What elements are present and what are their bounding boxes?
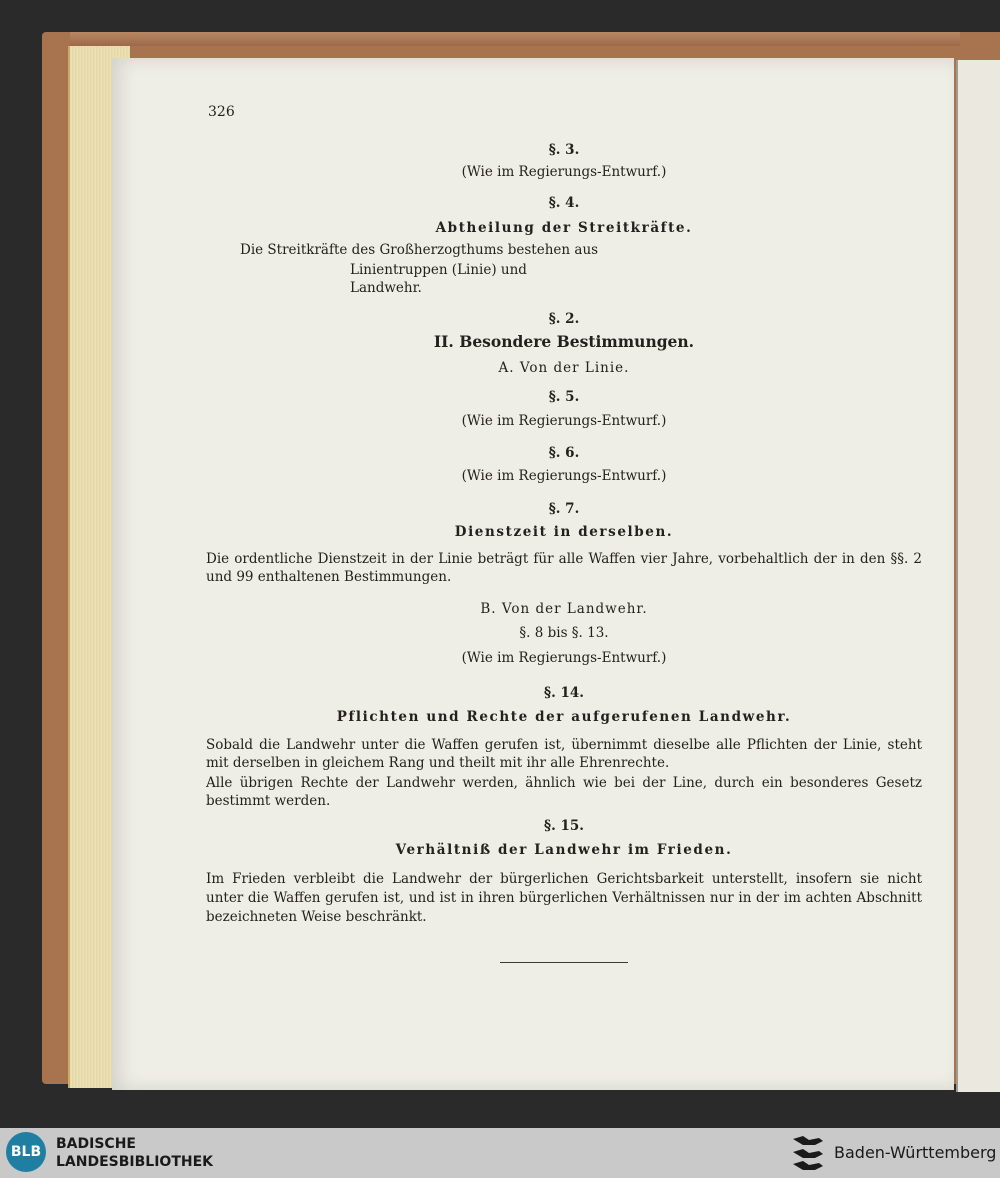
paragraph-note: (Wie im Regierungs-Entwurf.) — [461, 468, 667, 484]
coat-of-arms-icon — [790, 1133, 826, 1171]
library-name-line: BADISCHE — [56, 1136, 136, 1152]
section-subheading: A. Von der Linie. — [498, 360, 630, 376]
paragraph-number: §. 2. — [548, 311, 580, 327]
section-subheading: B. Von der Landwehr. — [480, 601, 648, 617]
library-name-line: LANDESBIBLIOTHEK — [56, 1154, 214, 1170]
paragraph-number: §. 3. — [548, 142, 580, 158]
blb-logo[interactable]: BLB — [6, 1132, 46, 1172]
footnote-rule — [500, 962, 628, 963]
book-page — [112, 58, 954, 1090]
body-line: Landwehr. — [350, 280, 422, 296]
library-name[interactable] — [56, 1135, 213, 1171]
paragraph-body: Die ordentliche Dienstzeit in der Linie beträgt für alle Waffen vier Jahre, vorbehaltlich der in den §§. 2 und 99 enthaltenen Bestimmungen. — [206, 551, 922, 585]
paragraph-number: §. 6. — [548, 445, 580, 461]
paragraph-number: §. 14. — [544, 685, 584, 701]
paragraph-number: §. 15. — [544, 818, 584, 834]
paragraph-body: Im Frieden verbleibt die Landwehr der bürgerlichen Gerichtsbarkeit unterstellt, insofern sie nicht unter die Waffen gerufen ist, und ist in ihren bürgerlichen Verhältnissen nur in der im achten Abschnitt bezeichneten Weise beschränkt. — [206, 871, 922, 925]
paragraph-title: Abtheilung der Streitkräfte. — [435, 220, 693, 236]
body-line: Linientruppen (Linie) und — [350, 262, 527, 278]
paragraph-title: Verhältniß der Landwehr im Frieden. — [395, 842, 733, 858]
paragraph-number: §. 7. — [548, 501, 580, 517]
section-heading: II. Besondere Bestimmungen. — [433, 332, 695, 351]
state-name[interactable]: Baden-Württemberg — [834, 1143, 997, 1162]
book-cover-edge — [70, 32, 960, 46]
paragraph-title: Dienstzeit in derselben. — [454, 524, 674, 540]
body-line: Die Streitkräfte des Großherzogthums bestehen aus — [240, 242, 599, 258]
paragraph-note: (Wie im Regierungs-Entwurf.) — [461, 413, 667, 429]
paragraph-number: §. 5. — [548, 389, 580, 405]
paragraph-note: (Wie im Regierungs-Entwurf.) — [461, 164, 667, 180]
facing-page — [956, 60, 1000, 1092]
page-number: 326 — [208, 104, 235, 120]
paragraph-title: Pflichten und Rechte der aufgerufenen Landwehr. — [336, 709, 792, 725]
paragraph-body: Sobald die Landwehr unter die Waffen gerufen ist, übernimmt dieselbe alle Pflichten der Linie, steht mit derselben in gleichem Rang und theilt mit ihr alle Ehrenrechte. — [206, 737, 922, 771]
paragraph-body: Alle übrigen Rechte der Landwehr werden, ähnlich wie bei der Line, durch ein besonderes Gesetz bestimmt werden. — [206, 775, 922, 809]
paragraph-number: §. 8 bis §. 13. — [519, 625, 609, 641]
paragraph-note: (Wie im Regierungs-Entwurf.) — [461, 650, 667, 666]
paragraph-number: §. 4. — [548, 195, 580, 211]
